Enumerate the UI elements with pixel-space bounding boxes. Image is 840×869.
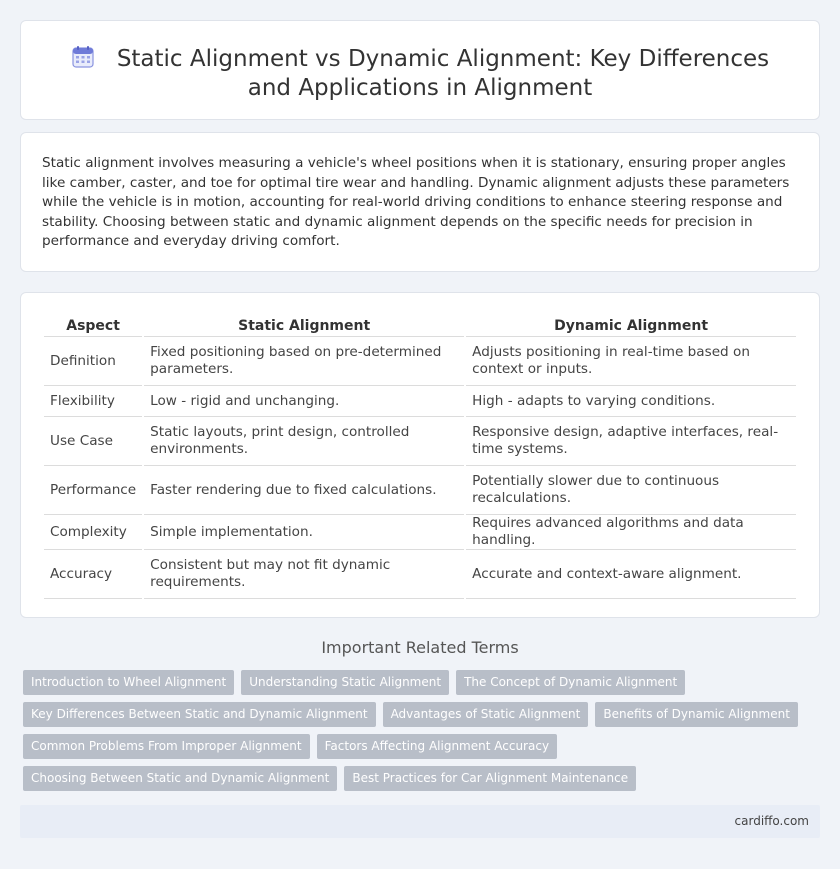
- table-cell: Simple implementation.: [144, 515, 464, 550]
- table-cell: Complexity: [44, 515, 142, 550]
- table-cell: Responsive design, adaptive interfaces, real-time systems.: [466, 417, 796, 466]
- table-row: [44, 417, 796, 466]
- related-terms-heading: Important Related Terms: [321, 638, 519, 657]
- header-aspect: Aspect: [44, 314, 142, 337]
- table-cell: Definition: [44, 337, 142, 386]
- table-row: [44, 337, 796, 386]
- header-dynamic: Dynamic Alignment: [466, 314, 796, 337]
- intro-paragraph: Static alignment involves measuring a vehicle's wheel positions when it is stationary, ensuring proper angles like camber, caster, and toe for optimal tire wear and handling. Dynamic alignment adjusts these parameters while the vehicle is in motion, accounting for real-world driving conditions to enhance steering response and stability. Choosing between static and dynamic alignment depends on the specific needs for precision in performance and everyday driving comfort.: [42, 155, 790, 250]
- table-cell: Potentially slower due to continuous recalculations.: [466, 466, 796, 515]
- table-cell: Low - rigid and unchanging.: [144, 386, 464, 417]
- related-term-tag[interactable]: Advantages of Static Alignment: [383, 702, 589, 727]
- related-term-tag[interactable]: Factors Affecting Alignment Accuracy: [317, 734, 557, 759]
- footer: [20, 805, 820, 838]
- calendar-icon: [71, 45, 95, 69]
- table-cell: Fixed positioning based on pre-determined parameters.: [144, 337, 464, 386]
- comparison-card: [20, 292, 820, 618]
- related-term-tag[interactable]: The Concept of Dynamic Alignment: [456, 670, 685, 695]
- table-row: [44, 515, 796, 550]
- table-cell: Flexibility: [44, 386, 142, 417]
- related-term-tag[interactable]: Best Practices for Car Alignment Maintenance: [344, 766, 636, 791]
- table-cell: Use Case: [44, 417, 142, 466]
- comparison-table: [42, 314, 798, 599]
- table-row: [44, 550, 796, 599]
- intro-card: [20, 132, 820, 272]
- related-term-tag[interactable]: Choosing Between Static and Dynamic Alignment: [23, 766, 337, 791]
- related-term-tag[interactable]: Benefits of Dynamic Alignment: [595, 702, 798, 727]
- table-cell: Consistent but may not fit dynamic requirements.: [144, 550, 464, 599]
- footer-site-link[interactable]: cardiffo.com: [734, 814, 809, 828]
- table-header-row: [44, 314, 796, 337]
- table-row: [44, 386, 796, 417]
- table-cell: Faster rendering due to fixed calculations.: [144, 466, 464, 515]
- title-card: [20, 20, 820, 120]
- table-cell: Performance: [44, 466, 142, 515]
- related-terms-list: [23, 670, 813, 798]
- table-cell: High - adapts to varying conditions.: [466, 386, 796, 417]
- table-cell: Accuracy: [44, 550, 142, 599]
- related-term-tag[interactable]: Key Differences Between Static and Dynamic Alignment: [23, 702, 376, 727]
- table-cell: Accurate and context-aware alignment.: [466, 550, 796, 599]
- related-term-tag[interactable]: Understanding Static Alignment: [241, 670, 449, 695]
- related-term-tag[interactable]: Common Problems From Improper Alignment: [23, 734, 310, 759]
- table-cell: Requires advanced algorithms and data handling.: [466, 515, 796, 550]
- table-cell: Static layouts, print design, controlled environments.: [144, 417, 464, 466]
- page-title: [61, 45, 779, 103]
- page-title-text: Static Alignment vs Dynamic Alignment: Key Differences and Applications in Alignment: [116, 46, 770, 101]
- table-row: [44, 466, 796, 515]
- table-cell: Adjusts positioning in real-time based on context or inputs.: [466, 337, 796, 386]
- header-static: Static Alignment: [144, 314, 464, 337]
- related-term-tag[interactable]: Introduction to Wheel Alignment: [23, 670, 234, 695]
